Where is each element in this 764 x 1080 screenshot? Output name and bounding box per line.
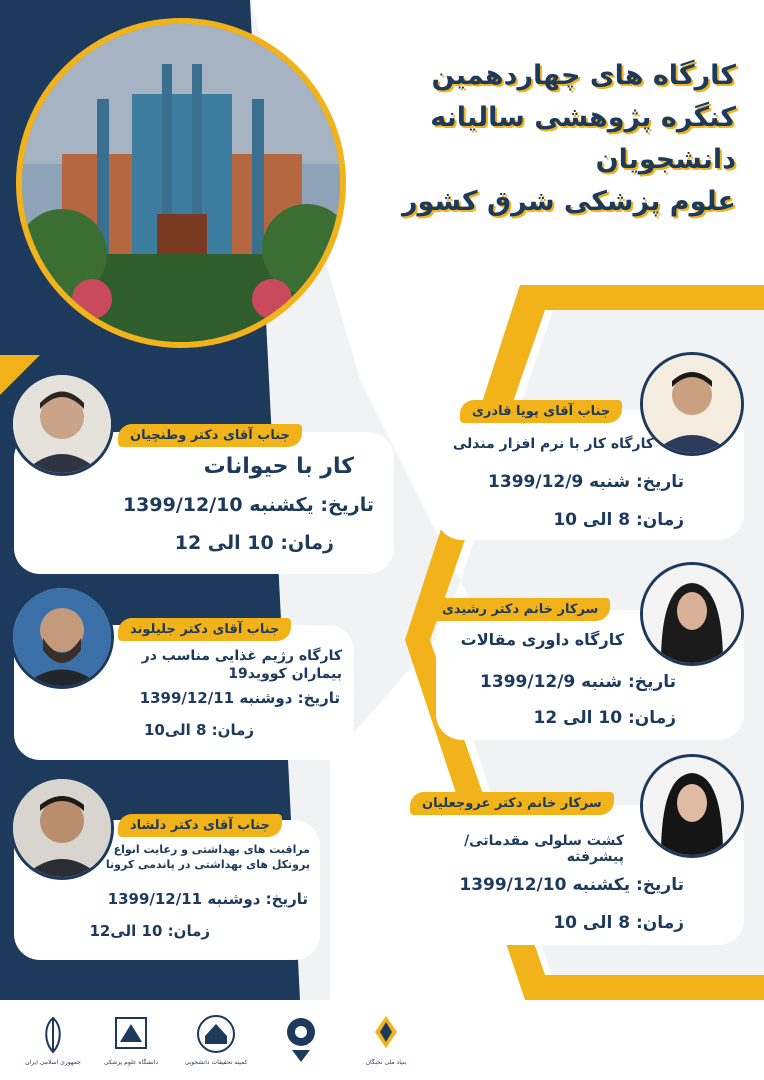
- speaker-photo-right-1: [640, 352, 744, 456]
- workshop-date: تاریخ: دوشنبه 1399/12/11: [107, 890, 308, 908]
- logo-caption: بنیاد ملی نخبگان: [365, 1059, 407, 1066]
- workshop-date: تاریخ: شنبه 1399/12/9: [488, 472, 684, 492]
- speaker-photo-left-3: [10, 776, 114, 880]
- speaker-label: جناب آقای دکتر جلیلوند: [118, 618, 291, 641]
- iran-emblem-icon: [22, 1012, 84, 1068]
- workshop-topic: کارگاه کار با نرم افزار مندلی: [452, 436, 654, 452]
- workshop-topic: کار با حیوانات: [203, 454, 354, 479]
- workshop-topic: کارگاه رژیم غذایی مناسب در بیماران کووید19: [141, 648, 342, 682]
- research-committee-logo-icon: [185, 1012, 247, 1068]
- workshop-date: تاریخ: یکشنبه 1399/12/10: [122, 494, 374, 516]
- speaker-label: جناب آقای پویا قادری: [460, 400, 622, 423]
- workshop-date: تاریخ: دوشنبه 1399/12/11: [139, 689, 340, 707]
- workshop-time: زمان: 10 الی 12: [533, 708, 676, 728]
- page-title: [296, 55, 736, 223]
- speaker-photo-right-2: [640, 562, 744, 666]
- workshop-time: زمان: 8 الی10: [143, 721, 254, 739]
- workshop-time: زمان: 10 الی12: [89, 922, 210, 940]
- workshop-topic: مراقبت های بهداشتی و رعایت انواع پروتکل های بهداشتی در پاندمی کرونا: [105, 843, 310, 871]
- congress-logo-icon: [270, 1012, 332, 1068]
- workshop-date: تاریخ: یکشنبه 1399/12/10: [459, 875, 684, 895]
- building-photo: [16, 18, 346, 348]
- speaker-photo-left-2: [10, 585, 114, 689]
- title-line-2: کنگره پژوهشی سالیانه دانشجویان: [430, 102, 736, 175]
- speaker-label: جناب آقای دکتر دلشاد: [118, 814, 282, 837]
- workshop-time: زمان: 8 الی 10: [553, 510, 684, 530]
- logo-caption: کمیته تحقیقات دانشجویی: [185, 1059, 247, 1066]
- speaker-label: سرکار خانم دکتر عروجعلیان: [410, 792, 614, 815]
- workshop-time: زمان: 8 الی 10: [553, 913, 684, 933]
- speaker-photo-left-1: [10, 372, 114, 476]
- workshop-time: زمان: 10 الی 12: [174, 532, 334, 554]
- speaker-photo-right-3: [640, 754, 744, 858]
- title-line-1: کارگاه های چهاردهمین: [431, 60, 736, 91]
- logo-caption: جمهوری اسلامی ایران: [25, 1059, 81, 1066]
- university-logo-icon: [100, 1012, 162, 1068]
- title-line-3: علوم پزشکی شرق کشور: [401, 186, 736, 217]
- workshop-topic: کارگاه داوری مقالات: [460, 630, 624, 649]
- speaker-label: جناب آقای دکتر وطنچیان: [118, 424, 302, 447]
- workshop-date: تاریخ: شنبه 1399/12/9: [480, 672, 676, 692]
- speaker-label: سرکار خانم دکتر رشیدی: [430, 598, 610, 621]
- workshop-topic: کشت سلولی مقدماتی/پیشرفته: [464, 833, 624, 865]
- elite-foundation-logo-icon: [355, 1012, 417, 1068]
- logo-caption: دانشگاه علوم پزشکی: [103, 1059, 159, 1066]
